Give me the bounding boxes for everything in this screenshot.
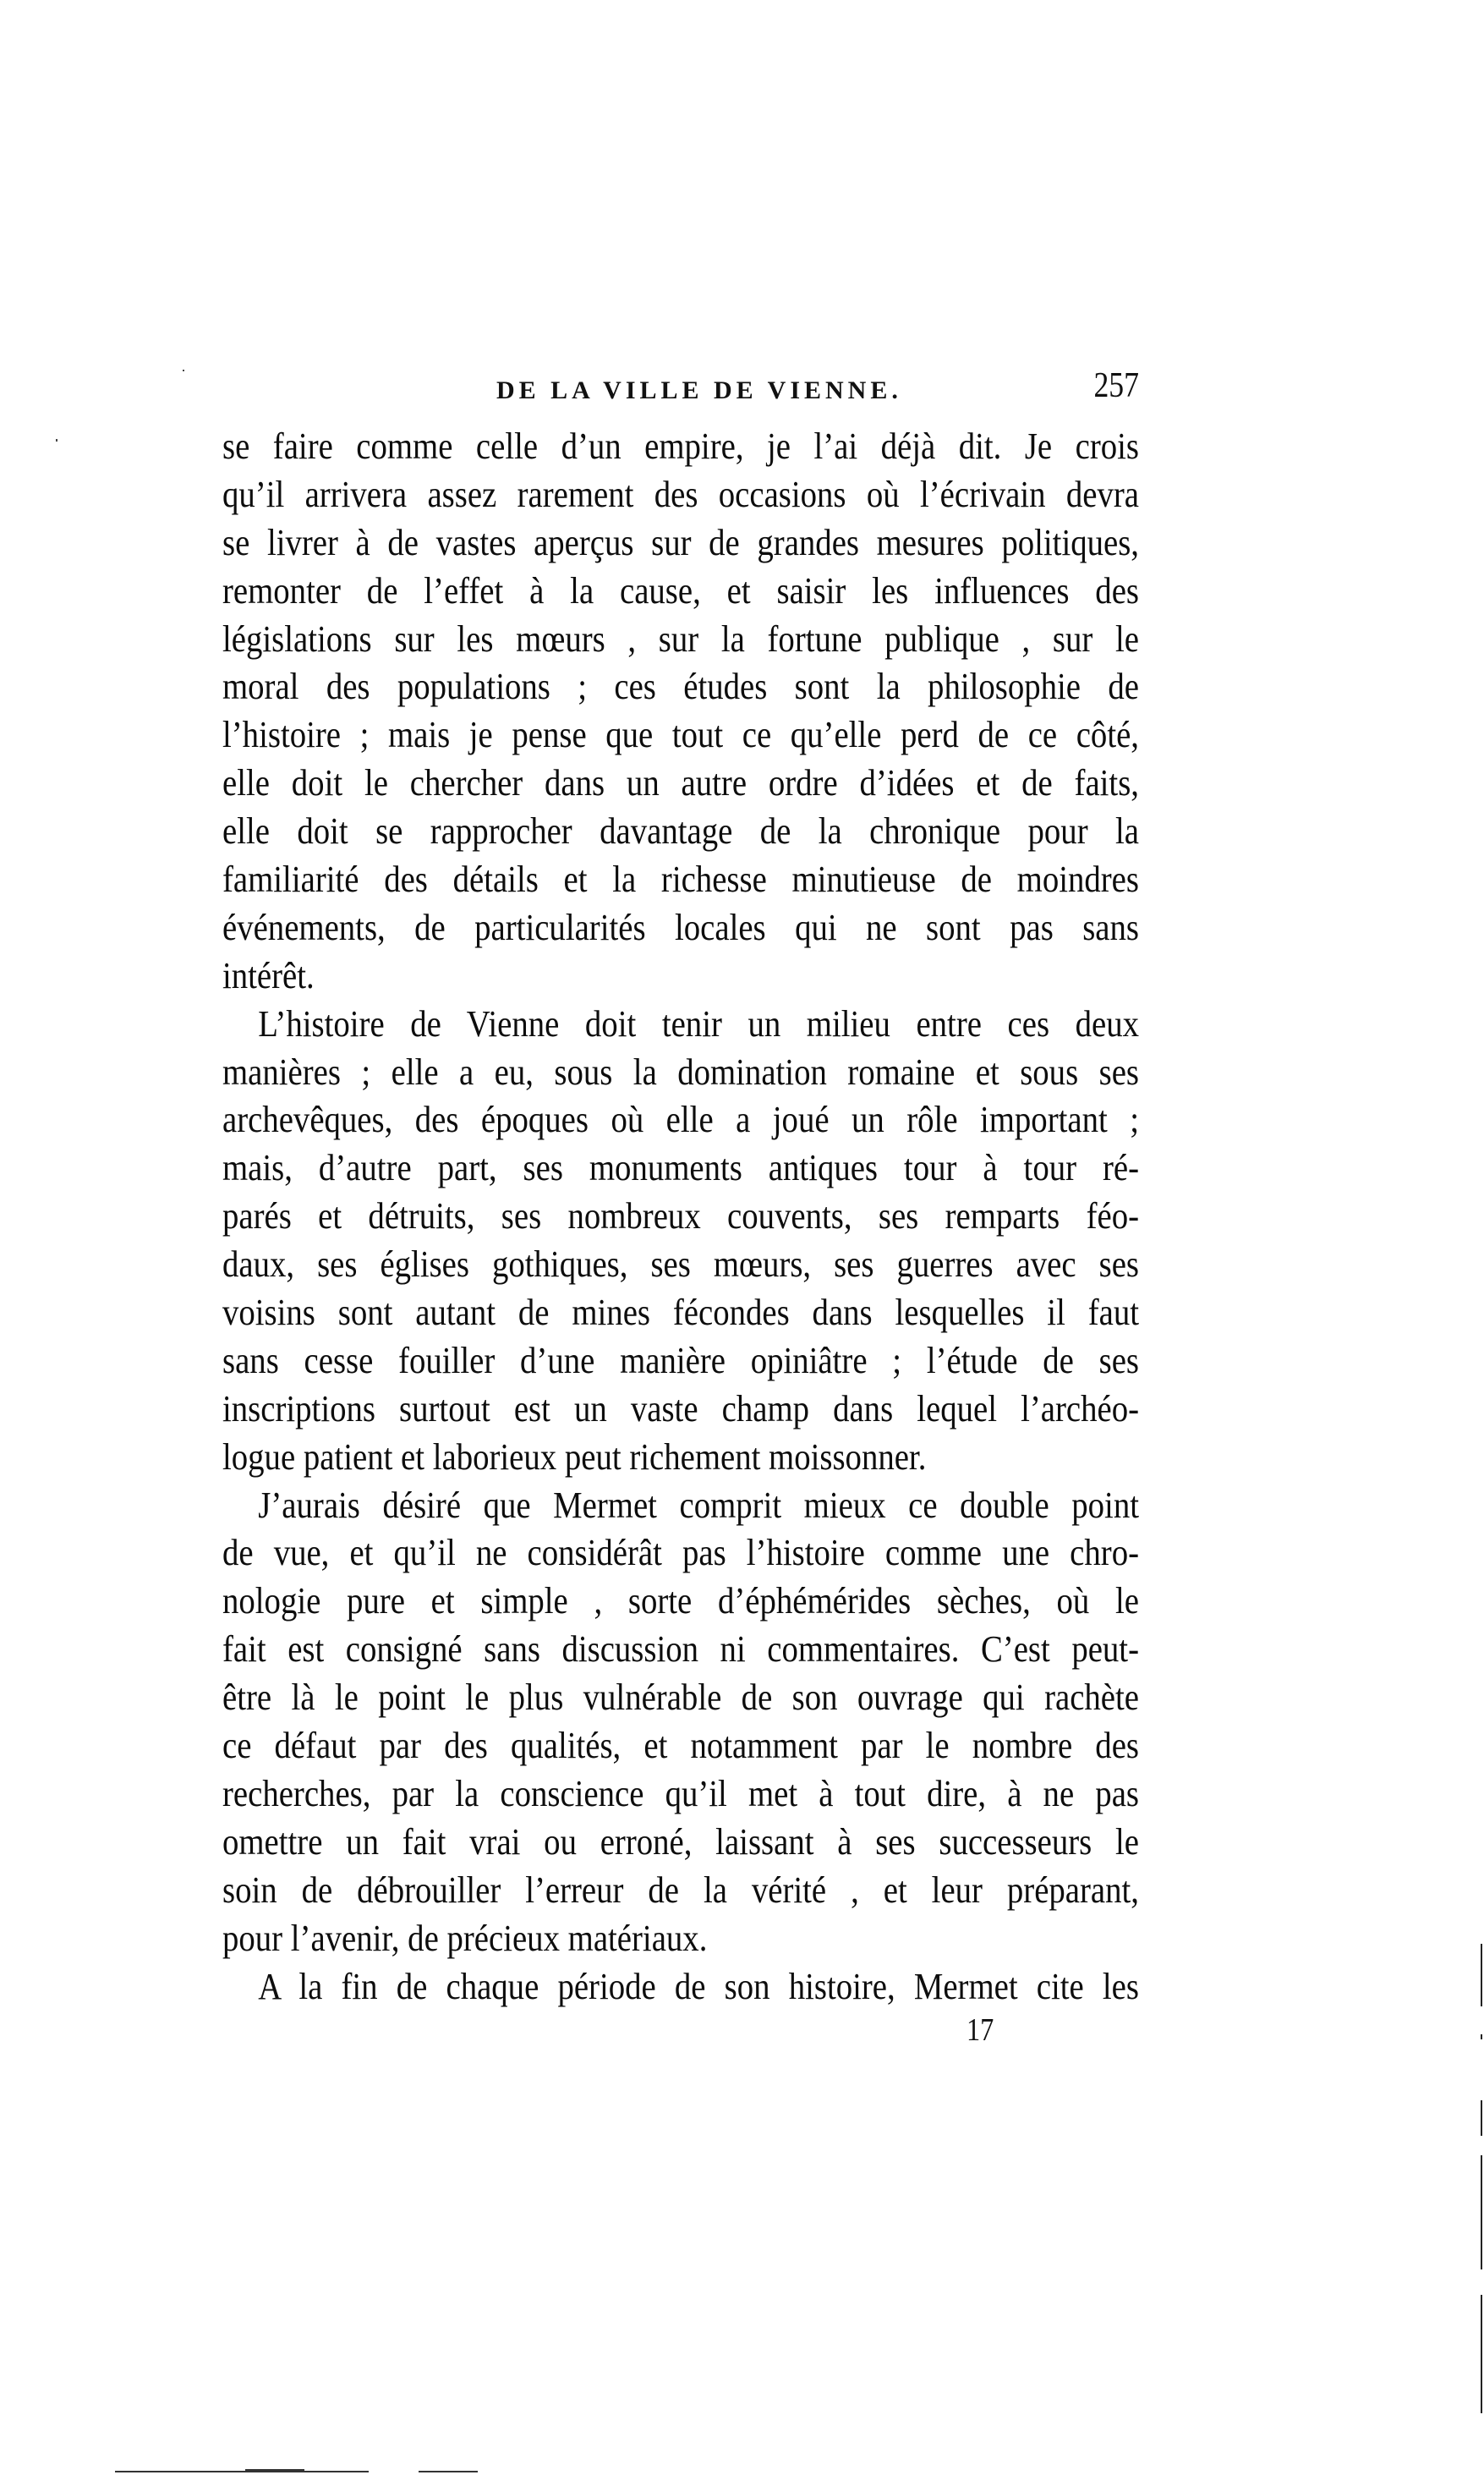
paragraph-2 bbox=[222, 1001, 1139, 1482]
text-line: J’aurais désiré que Mermet comprit mieux ce double point bbox=[258, 1484, 1139, 1526]
text-line: elle doit se rapprocher davantage de la chronique pour la bbox=[222, 810, 1139, 853]
running-title: DE LA VILLE DE VIENNE. bbox=[496, 376, 902, 404]
page-number: 257 bbox=[1093, 366, 1139, 405]
text-line: remonter de l’effet à la cause, et saisir les influences des bbox=[222, 569, 1139, 612]
text-line: pour l’avenir, de précieux matériaux. bbox=[222, 1917, 708, 1959]
text-line: sans cesse fouiller d’une manière opiniâtre ; l’étude de ses bbox=[222, 1339, 1139, 1381]
text-line: daux, ses églises gothiques, ses mœurs, ses guerres avec ses bbox=[222, 1243, 1139, 1286]
text-line: elle doit le chercher dans un autre ordre d’idées et de faits, bbox=[222, 762, 1139, 804]
text-line: mais, d’autre part, ses monuments antiques tour à tour ré- bbox=[222, 1147, 1139, 1189]
scan-speck bbox=[56, 439, 57, 442]
scan-speck bbox=[183, 370, 184, 371]
text-line: logue patient et laborieux peut richement moissonner. bbox=[222, 1435, 927, 1478]
body-text bbox=[222, 423, 1139, 2011]
text-line: nologie pure et simple , sorte d’éphémérides sèches, où le bbox=[222, 1580, 1139, 1622]
paragraph-3 bbox=[222, 1482, 1139, 1963]
scan-edge-mark bbox=[1481, 2100, 1482, 2136]
scan-bottom-rule bbox=[245, 2469, 304, 2472]
text-line: moral des populations ; ces études sont la philosophie de bbox=[222, 666, 1139, 708]
text-line: voisins sont autant de mines fécondes dans lesquelles il faut bbox=[222, 1292, 1139, 1334]
text-line: qu’il arrivera assez rarement des occasions où l’écrivain devra bbox=[222, 473, 1139, 515]
scan-bottom-rule bbox=[419, 2471, 478, 2472]
paragraph-4 bbox=[222, 1963, 1139, 2011]
text-line: se faire comme celle d’un empire, je l’ai déjà dit. Je crois bbox=[222, 425, 1139, 467]
text-line: soin de débrouiller l’erreur de la vérité , et leur préparant, bbox=[222, 1869, 1139, 1911]
signature-mark: 17 bbox=[967, 2012, 994, 2048]
paragraph-1 bbox=[222, 423, 1139, 1001]
text-line: parés et détruits, ses nombreux couvents, ses remparts féo- bbox=[222, 1195, 1139, 1238]
text-line: manières ; elle a eu, sous la domination romaine et sous ses bbox=[222, 1051, 1139, 1093]
text-line: archevêques, des époques où elle a joué un rôle important ; bbox=[222, 1099, 1139, 1141]
text-line: événements, de particularités locales qui ne sont pas sans bbox=[222, 906, 1139, 948]
scan-edge-mark bbox=[1481, 1944, 1482, 2006]
text-line: ce défaut par des qualités, et notamment par le nombre des bbox=[222, 1725, 1139, 1767]
scan-bottom-rule bbox=[115, 2471, 369, 2472]
text-line: se livrer à de vastes aperçus sur de grandes mesures politiques, bbox=[222, 521, 1139, 563]
text-line: être là le point le plus vulnérable de son ouvrage qui rachète bbox=[222, 1677, 1139, 1719]
text-line: recherches, par la conscience qu’il met à tout dire, à ne pas bbox=[222, 1772, 1139, 1814]
text-line: omettre un fait vrai ou erroné, laissant à ses successeurs le bbox=[222, 1820, 1139, 1863]
text-line: intérêt. bbox=[222, 954, 315, 996]
running-head bbox=[222, 366, 1139, 409]
text-line: A la fin de chaque période de son histoire, Mermet cite les bbox=[258, 1965, 1139, 2007]
scan-edge-mark bbox=[1481, 2155, 1482, 2269]
text-line: L’histoire de Vienne doit tenir un milieu entre ces deux bbox=[258, 1002, 1139, 1045]
text-line: législations sur les mœurs , sur la fortune publique , sur le bbox=[222, 617, 1139, 660]
text-line: de vue, et qu’il ne considérât pas l’histoire comme une chro- bbox=[222, 1532, 1139, 1574]
text-line: fait est consigné sans discussion ni commentaires. C’est peut- bbox=[222, 1628, 1139, 1671]
scan-edge-mark bbox=[1481, 2295, 1482, 2413]
scan-edge-mark bbox=[1481, 2034, 1482, 2039]
text-line: familiarité des détails et la richesse minutieuse de moindres bbox=[222, 859, 1139, 901]
text-line: inscriptions surtout est un vaste champ dans lequel l’archéo- bbox=[222, 1387, 1139, 1430]
text-line: l’histoire ; mais je pense que tout ce qu’elle perd de ce côté, bbox=[222, 714, 1139, 756]
